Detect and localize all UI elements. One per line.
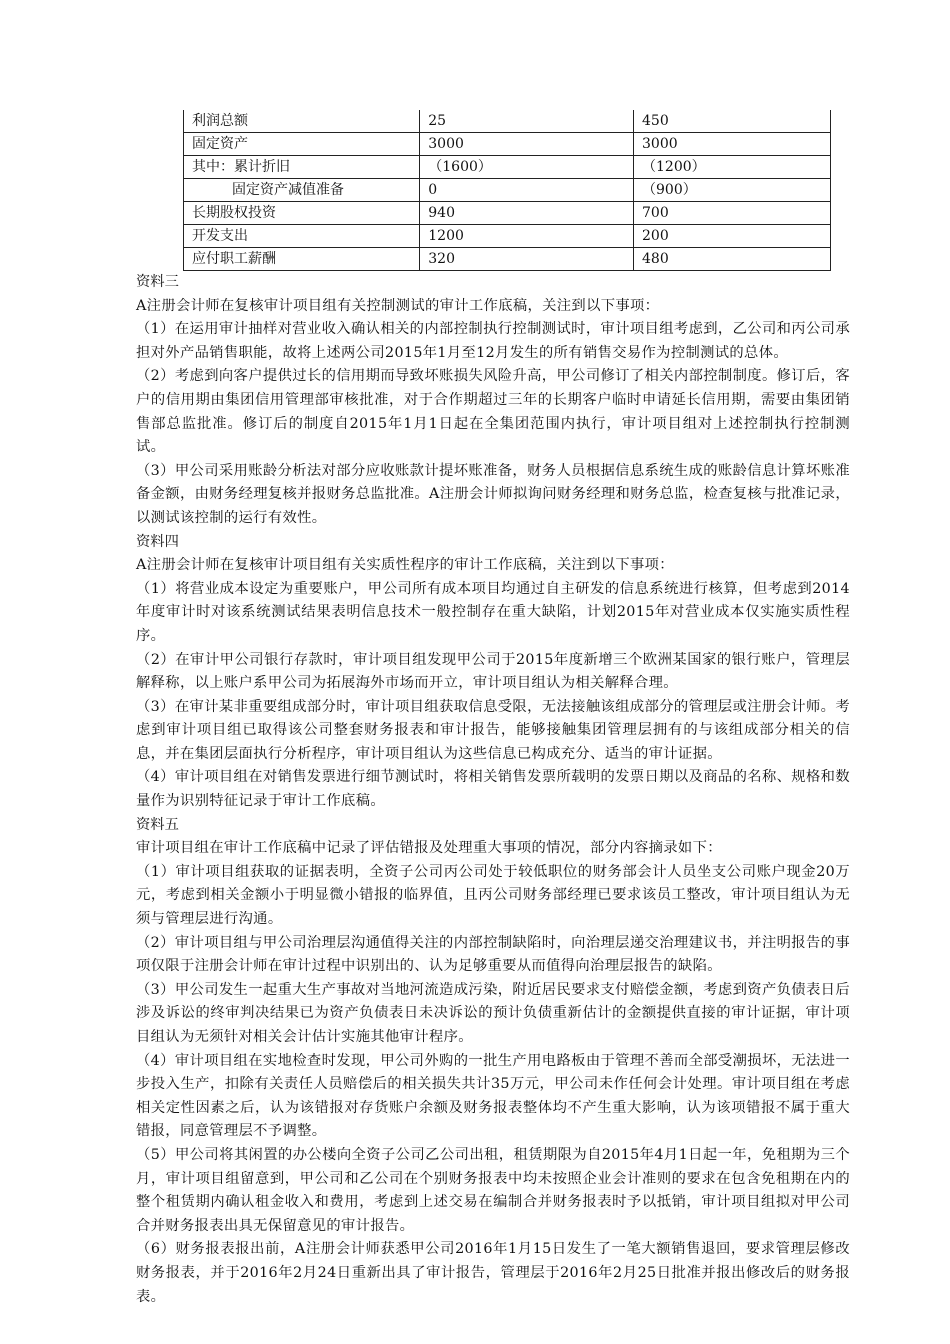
section-5-item-4: （4）审计项目组在实地检查时发现，甲公司外购的一批生产用电路板由于管理不善而全部受潮损坏，无法进一步投入生产，扣除有关责任人员赔偿后的相关损失共计35万元，甲公司未作任何会计处理。审计项目组在考虑相关定性因素之后，认为该错报对存货账户余额及财务报表整体均不产生重大影响，认为该项错报不属于重大错报，同意管理层不予调整。: [136, 1052, 850, 1140]
table-row: [184, 248, 831, 271]
section-4-item-2: （2）在审计甲公司银行存款时，审计项目组发现甲公司于2015年度新增三个欧洲某国家的银行账户，管理层解释称，以上账户系甲公司为拓展海外市场而开立，审计项目组认为相关解释合理。: [136, 651, 850, 692]
value-col-b: 700: [634, 202, 831, 225]
value-col-a: 3000: [420, 133, 634, 156]
section-5-title: 资料五: [136, 816, 179, 833]
section-5-item-3: （3）甲公司发生一起重大生产事故对当地河流造成污染，附近居民要求支付赔偿金额，考虑到资产负债表日后涉及诉讼的终审判决结果已为资产负债表日未决诉讼的预计负债重新估计的金额提供直接的审计证据，审计项目组认为无须针对相关会计估计实施其他审计程序。: [136, 981, 850, 1045]
section-3-title: 资料三: [136, 274, 179, 290]
section-3-intro: A注册会计师在复核审计项目组有关控制测试的审计工作底稿，关注到以下事项：: [136, 297, 660, 314]
section-5-intro: 审计项目组在审计工作底稿中记录了评估错报及处理重大事项的情况，部分内容摘录如下：: [136, 840, 722, 857]
table-row: [184, 225, 831, 248]
section-5-item-1: （1）审计项目组获取的证据表明，全资子公司丙公司处于较低职位的财务部会计人员坐支公司账户现金20万元，考虑到相关金额小于明显微小错报的临界值，且丙公司财务部经理已要求该员工整改，审计项目组认为无须与管理层进行沟通。: [136, 863, 850, 928]
row-label: 固定资产: [184, 133, 420, 156]
section-3-item-1: （1）在运用审计抽样对营业收入确认相关的内部控制执行控制测试时，审计项目组考虑到，乙公司和丙公司承担对外产品销售职能，故将上述两公司2015年1月至12月发生的所有销售交易作为控制测试的总体。: [136, 321, 850, 361]
value-col-b: 450: [634, 110, 831, 133]
value-col-a: （1600）: [420, 156, 634, 179]
value-col-a: 1200: [420, 225, 634, 248]
value-col-a: 0: [420, 179, 634, 202]
section-5-item-2: （2）审计项目组与甲公司治理层沟通值得关注的内部控制缺陷时，向治理层递交治理建议书，并注明报告的事项仅限于注册会计师在审计过程中识别出的、认为足够重要从而值得向治理层报告的缺陷。: [136, 934, 850, 975]
value-col-b: （900）: [634, 179, 831, 202]
section-4-title: 资料四: [136, 533, 179, 550]
section-5-item-5: （5）甲公司将其闲置的办公楼向全资子公司乙公司出租，租赁期限为自2015年4月1日起一年，免租期为三个月，审计项目组留意到，甲公司和乙公司在个别财务报表中均未按照企业会计准则的要求在包含免租期在内的整个租赁期内确认租金收入和费用，考虑到上述交易在编制合并财务报表时予以抵销，审计项目组拟对甲公司合并财务报表出具无保留意见的审计报告。: [136, 1146, 850, 1234]
value-col-b: 3000: [634, 133, 831, 156]
row-label: 开发支出: [184, 225, 420, 248]
value-col-b: 200: [634, 225, 831, 248]
section-4-item-4: （4）审计项目组在对销售发票进行细节测试时，将相关销售发票所载明的发票日期以及商品的名称、规格和数量作为识别特征记录于审计工作底稿。: [136, 769, 850, 810]
table-row: [184, 156, 831, 179]
table-row: [184, 179, 831, 202]
document-page: [136, 110, 850, 1309]
table-row: [184, 110, 831, 133]
section-4-item-1: （1）将营业成本设定为重要账户，甲公司所有成本项目均通过自主研发的信息系统进行核算，但考虑到2014年度审计时对该系统测试结果表明信息技术一般控制存在重大缺陷，计划2015年对营业成本仅实施实质性程序。: [136, 580, 850, 644]
row-label: 利润总额: [184, 110, 420, 133]
financial-table: [183, 110, 831, 271]
value-col-a: 320: [420, 248, 634, 271]
table-row: [184, 202, 831, 225]
value-col-a: 25: [420, 110, 634, 133]
value-col-b: （1200）: [634, 156, 831, 179]
row-label: 固定资产减值准备: [184, 179, 420, 202]
value-col-b: 480: [634, 248, 831, 271]
table-row: [184, 133, 831, 156]
row-label: 应付职工薪酬: [184, 248, 420, 271]
value-col-a: 940: [420, 202, 634, 225]
row-label: 其中：累计折旧: [184, 156, 420, 179]
section-3-item-3: （3）甲公司采用账龄分析法对部分应收账款计提坏账准备，财务人员根据信息系统生成的账龄信息计算坏账准备金额，由财务经理复核并报财务总监批准。A注册会计师拟询问财务经理和财务总监，检查复核与批准记录，以测试该控制的运行有效性。: [136, 462, 850, 526]
row-label: 长期股权投资: [184, 202, 420, 225]
section-5-item-6: （6）财务报表报出前，A注册会计师获悉甲公司2016年1月15日发生了一笔大额销售退回，要求管理层修改财务报表，并于2016年2月24日重新出具了审计报告，管理层于2016年2月25日批准并报出修改后的财务报表。: [136, 1241, 850, 1305]
section-3-item-2: （2）考虑到向客户提供过长的信用期而导致坏账损失风险升高，甲公司修订了相关内部控制制度。修订后，客户的信用期由集团信用管理部审核批准，对于合作期超过三年的长期客户临时申请延长信用期，需要由集团销售部总监批准。修订后的制度自2015年1月1日起在全集团范围内执行，审计项目组对上述控制执行控制测试。: [136, 368, 850, 456]
section-4-intro: A注册会计师在复核审计项目组有关实质性程序的审计工作底稿，关注到以下事项：: [136, 557, 674, 574]
section-4-item-3: （3）在审计某非重要组成部分时，审计项目组获取信息受限，无法接触该组成部分的管理层或注册会计师。考虑到审计项目组已取得该公司整套财务报表和审计报告，能够接触集团管理层拥有的与该组成部分相关的信息，并在集团层面执行分析程序，审计项目组认为这些信息已构成充分、适当的审计证据。: [136, 698, 850, 762]
